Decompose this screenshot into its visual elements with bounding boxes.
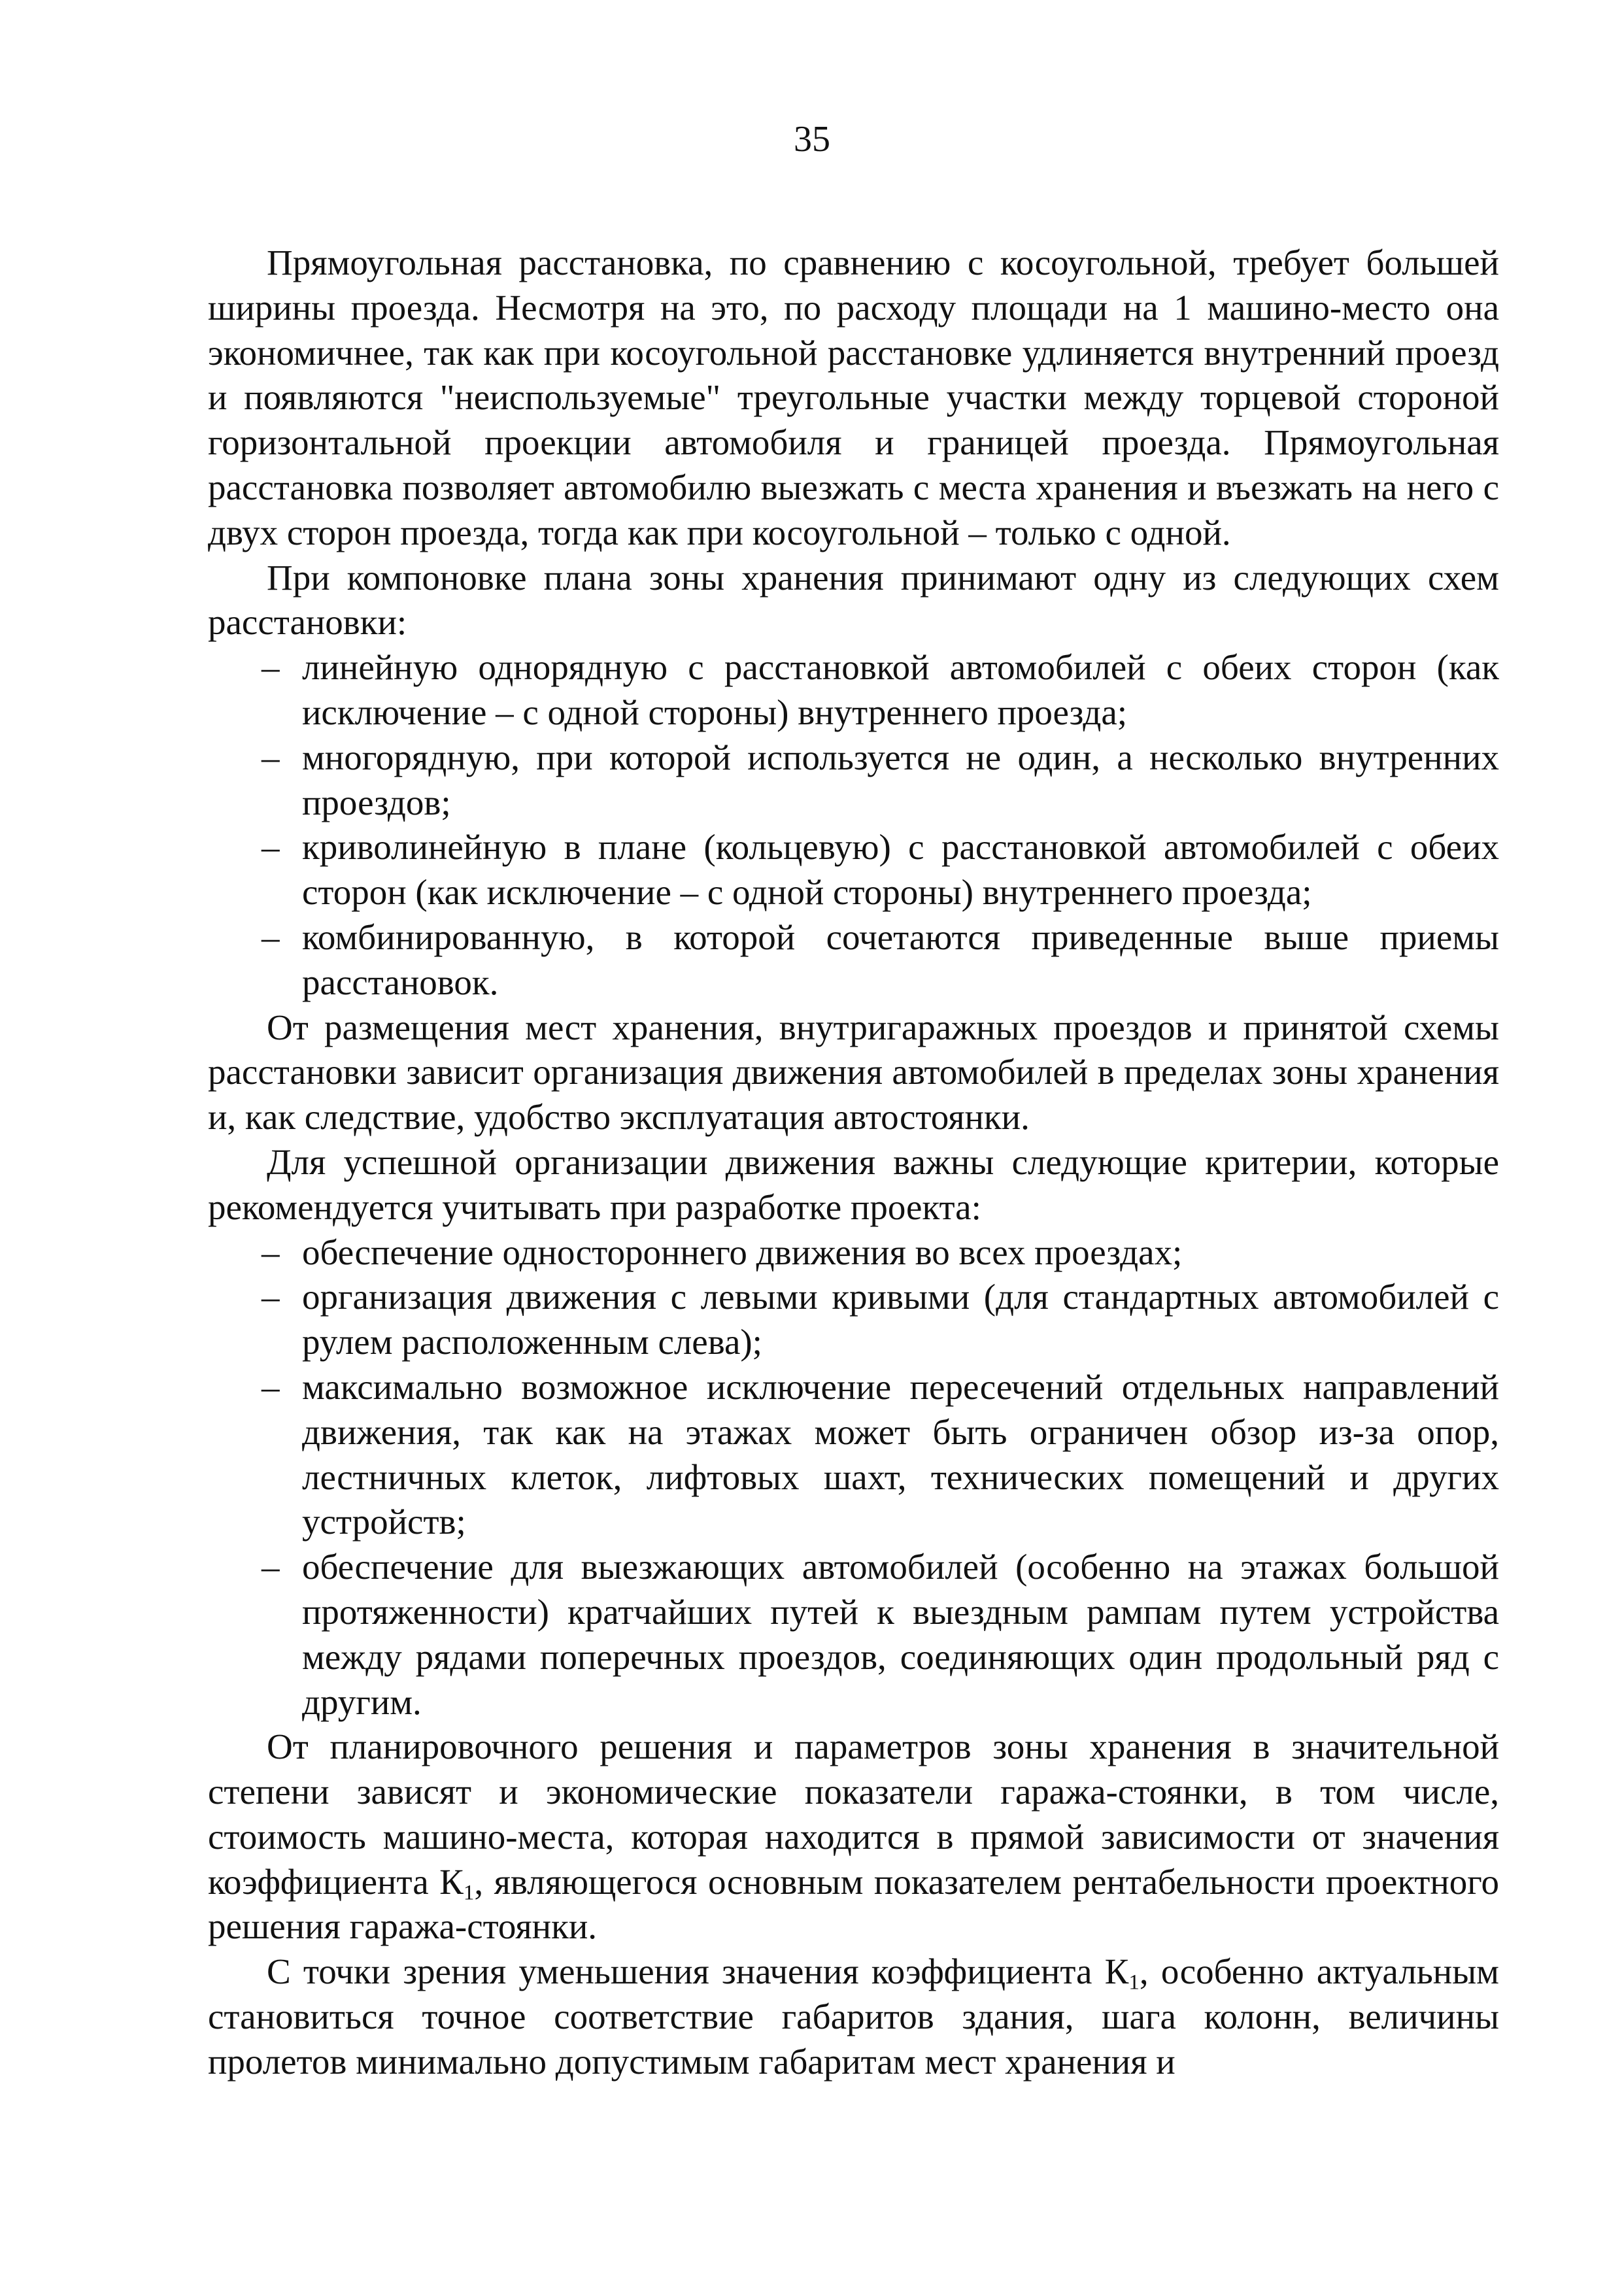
list-item: – обеспечение для выезжающих автомобилей (особенно на этажах большой протяженности) кратчайших путей к выездным рампам путем устройства между рядами поперечных проездов, соединяющих один продольный ряд с другим.	[208, 1545, 1499, 1725]
list-item: – комбинированную, в которой сочетаются приведенные выше приемы расстановок.	[208, 915, 1499, 1005]
coefficient-subscript: 1	[1128, 1970, 1140, 1995]
list-item: – максимально возможное исключение пересечений отдельных направлений движения, так как на этажах может быть ограничен обзор из-за опор, лестничных клеток, лифтовых шахт, технических помещений и других устройств;	[208, 1365, 1499, 1545]
list-item: – обеспечение одностороннего движения во всех проездах;	[208, 1230, 1499, 1275]
layout-schemes-list	[208, 645, 1499, 1005]
coefficient-subscript: 1	[463, 1880, 475, 1904]
paragraph-2: При компоновке плана зоны хранения принимают одну из следующих схем расстановки:	[208, 557, 1499, 643]
paragraph-3: От размещения мест хранения, внутригаражных проездов и принятой схемы расстановки зависит организация движения автомобилей в пределах зоны хранения и, как следствие, удобство эксплуатация автостоянки.	[208, 1007, 1499, 1138]
paragraph-6-text-before: С точки зрения уменьшения значения коэффициента К	[267, 1951, 1129, 1992]
paragraph-5	[208, 1725, 1499, 1949]
list-item: – многорядную, при которой используется не один, а несколько внутренних проездов;	[208, 735, 1499, 826]
list-item: – линейную однорядную с расстановкой автомобилей с обеих сторон (как исключение – с одной стороны) внутреннего проезда;	[208, 645, 1499, 735]
traffic-criteria-list	[208, 1230, 1499, 1725]
paragraph-6-text-after: , особенно актуальным становиться точное соответствие габаритов здания, шага колонн, величины пролетов минимально допустимым габаритам мест хранения и	[208, 1951, 1499, 2082]
body-text	[208, 241, 1499, 2085]
page-number: 35	[794, 119, 830, 160]
paragraph-6	[208, 1949, 1499, 2084]
paragraph-4: Для успешной организации движения важны следующие критерии, которые рекомендуется учитывать при разработке проекта:	[208, 1141, 1499, 1227]
list-item: – криволинейную в плане (кольцевую) с расстановкой автомобилей с обеих сторон (как исключение – с одной стороны) внутреннего проезда;	[208, 825, 1499, 915]
list-item: – организация движения с левыми кривыми (для стандартных автомобилей с рулем расположенным слева);	[208, 1275, 1499, 1365]
paragraph-5-text-after: , являющегося основным показателем рентабельности проектного решения гаража-стоянки.	[208, 1861, 1499, 1947]
paragraph-5-text-before: От планировочного решения и параметров зоны хранения в значительной степени зависят и экономические показатели гаража-стоянки, в том числе, стоимость машино-места, которая находится в прямой зависимости от значения коэффициента К	[208, 1727, 1499, 1902]
paragraph-1: Прямоугольная расстановка, по сравнению с косоугольной, требует большей ширины проезда. Несмотря на это, по расходу площади на 1 машино-место она экономичнее, так как при косоугольной расстановке удлиняется внутренний проезд и появляются "неиспользуемые" треугольные участки между торцевой стороной горизонтальной проекции автомобиля и границей проезда. Прямоугольная расстановка позволяет автомобилю выезжать с места хранения и въезжать на него с двух сторон проезда, тогда как при косоугольной – только с одной.	[208, 243, 1499, 552]
